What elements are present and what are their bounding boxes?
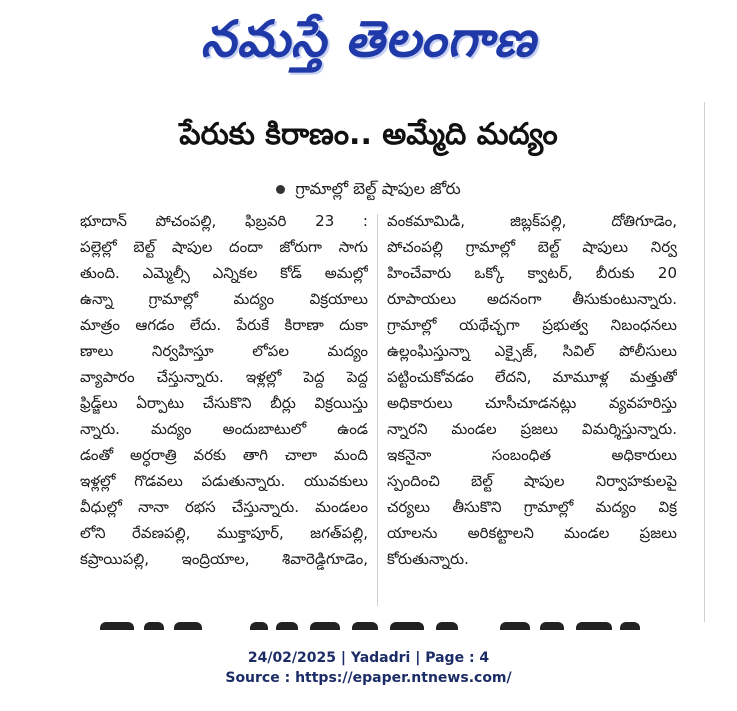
article-subheadline (0, 176, 737, 202)
newspaper-masthead (0, 0, 737, 80)
body-line: ఇకనైనా సంబంధిత అధికారులు (387, 446, 677, 464)
body-line: గ్రామాల్లో యథేచ్ఛగా ప్రభుత్వ నిబంధనలు (387, 316, 677, 334)
subheadline-text: గ్రామాల్లో బెల్ట్ షాపుల జోరు (295, 179, 461, 198)
body-line: ఉన్నా గ్రామాల్లో మద్యం విక్రయాలు (80, 290, 368, 308)
body-line: అధికారులు చూసీచూడనట్లు వ్యవహరిస్తు (387, 394, 677, 412)
body-line: వీధుల్లో నానా రభస చేస్తున్నారు. మండలం (80, 498, 368, 516)
body-line: స్పందించి బెల్ట్ షాపుల నిర్వాహకులపై (387, 472, 677, 490)
body-line: ఇళ్లల్లో గొడవలు పడుతున్నారు. యువకులు (80, 472, 368, 490)
bullet-icon (276, 185, 285, 194)
body-line: వ్యాపారం చేస్తున్నారు. ఇళ్లల్లో పెద్ద పెద్ద (80, 368, 368, 386)
body-line: వంకమామిడి, జిబ్లక్‌పల్లి, దోతిగూడెం, (387, 212, 677, 230)
masthead-logo: నమస్తే తెలంగాణ (200, 9, 537, 68)
body-line: చర్యలు తీసుకొని గ్రామాల్లో మద్యం విక్ర (387, 498, 677, 516)
article-body (0, 208, 737, 613)
article-column-right (387, 208, 677, 572)
body-line: రూపాయలు అదనంగా తీసుకుంటున్నారు. (387, 290, 677, 308)
article-headline: పేరుకు కిరాణం.. అమ్మేది మద్యం (179, 117, 558, 152)
body-line: పోచంపల్లి గ్రామాల్లో బెల్ట్ షాపులు నిర్వ (387, 238, 677, 256)
body-line: ఉల్లంఘిస్తున్నా ఎక్సైజ్, సివిల్ పోలీసులు (387, 342, 677, 360)
body-line: తుంది. ఎమ్మెల్సీ ఎన్నికల కోడ్ అమల్లో (80, 264, 368, 282)
edition-info: 24/02/2025 | Yadadri | Page : 4 (247, 650, 490, 666)
body-line: పల్లెల్లో బెల్ట్ షాపుల దందా జోరుగా సాగు (80, 238, 368, 256)
body-line: మాత్రం ఆగడం లేదు. పేరుకే కిరాణా దుకా (80, 316, 368, 334)
page-edge-rule (704, 102, 705, 622)
cropped-next-headline (100, 620, 640, 630)
body-line: ఫ్రిడ్జ్‌లు ఏర్పాటు చేసుకొని బీర్లు విక్రయిస్తు (80, 394, 368, 412)
body-line: హించేవారు ఒక్కో క్వాటర్, బీరుకు 20 (387, 264, 677, 282)
article-column-left (80, 208, 368, 572)
body-line: భూదాన్ పోచంపల్లి, ఫిబ్రవరి 23 : (80, 212, 368, 230)
column-divider (377, 214, 378, 606)
body-line: న్నారని మండల ప్రజలు విమర్శిస్తున్నారు. (387, 420, 677, 438)
body-line: పట్టించుకోవడం లేదని, మామూళ్ల మత్తుతో (387, 368, 677, 386)
body-line: లోని రేవణపల్లి, ముక్తాపూర్, జగత్‌పల్లి, (80, 524, 368, 542)
body-line: యాలను అరికట్టాలని మండల ప్రజలు (387, 524, 677, 542)
body-line: కోరుతున్నారు. (387, 550, 469, 568)
body-line: కప్రాయిపల్లి, ఇంద్రియాల, శివారెడ్డిగూడెం, (80, 550, 368, 568)
page-footer (0, 648, 737, 688)
body-line: ణాలు నిర్వహిస్తూ లోపల మద్యం (80, 342, 368, 360)
body-line: డంతో అర్ధరాత్రి వరకు తాగి చాలా మంది (80, 446, 368, 464)
source-link[interactable]: Source : https://epaper.ntnews.com/ (225, 670, 512, 686)
body-line: న్నారు. మద్యం అందుబాటులో ఉండ (80, 420, 368, 438)
